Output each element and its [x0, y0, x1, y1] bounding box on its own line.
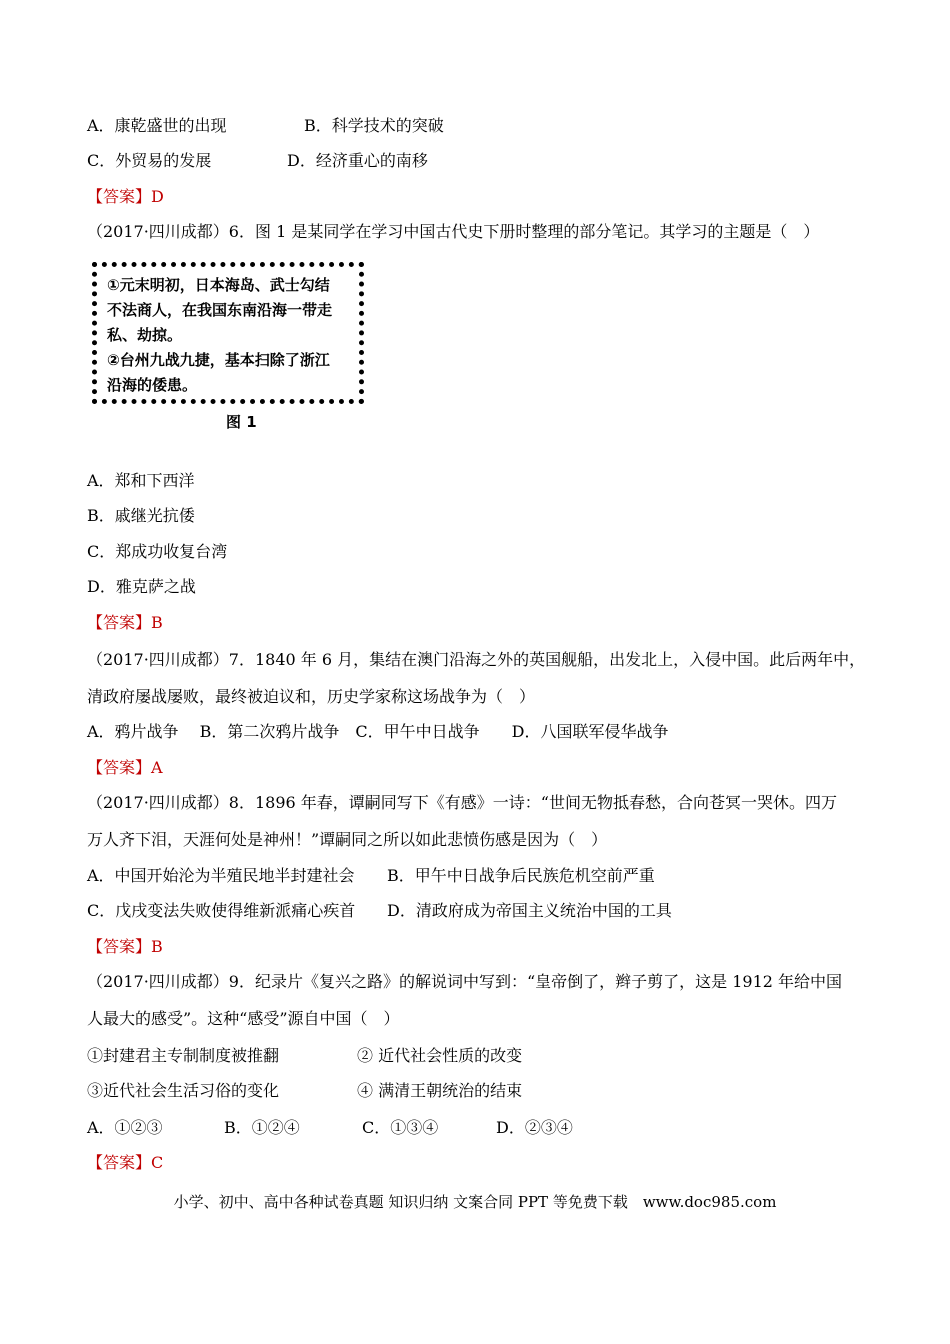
page-footer: 小学、初中、高中各种试卷真题 知识归纳 文案合同 PPT 等免费下载 www.doc985.com	[173, 1193, 777, 1211]
q9-item-2: ② 近代社会性质的改变	[357, 1046, 523, 1065]
answer-label: 【答案】	[87, 187, 152, 206]
q8-option-d: D．清政府成为帝国主义统治中国的工具	[387, 901, 672, 920]
q9-option-b: B．①②④	[224, 1118, 300, 1137]
note-line: 沿海的倭患。	[107, 376, 198, 394]
q6-option-b: B．戚继光抗倭	[87, 506, 195, 525]
q6-option-c: C．郑成功收复台湾	[87, 542, 228, 561]
q9-item-1: ①封建君主专制制度被推翻	[87, 1046, 280, 1065]
answer-value: C	[151, 1153, 164, 1172]
note-line: 私、劫掠。	[107, 326, 183, 344]
answer-value: A	[151, 758, 163, 777]
q9-option-a: A．①②③	[87, 1118, 163, 1137]
q9-answer	[87, 1152, 163, 1174]
q9-item-3: ③近代社会生活习俗的变化	[87, 1081, 280, 1100]
q9-stem-line2: 人最大的感受”。这种“感受”源自中国（ ）	[87, 1009, 400, 1028]
answer-value: B	[151, 613, 163, 632]
q5-answer	[87, 186, 164, 208]
answer-label: 【答案】	[87, 1153, 152, 1172]
q8-stem-line1: （2017·四川成都）8．1896 年春，谭嗣同写下《有感》一诗：“世间无物抵春愁，合向苍冥一哭休。四万	[87, 793, 837, 812]
q6-answer	[87, 612, 163, 634]
answer-label: 【答案】	[87, 937, 152, 956]
q7-stem-line1: （2017·四川成都）7．1840 年 6 月，集结在澳门沿海之外的英国舰船，出发北上，入侵中国。此后两年中，	[87, 650, 866, 669]
q6-option-a: A．郑和下西洋	[87, 471, 195, 490]
q8-option-c: C．戊戌变法失败使得维新派痛心疾首	[87, 901, 356, 920]
q9-option-d: D．②③④	[496, 1118, 573, 1137]
note-figure-box	[92, 262, 364, 404]
q6-stem: （2017·四川成都）6．图 1 是某同学在学习中国古代史下册时整理的部分笔记。其学习的主题是（ ）	[87, 222, 820, 241]
q8-option-b: B．甲午中日战争后民族危机空前严重	[387, 866, 655, 885]
figure-caption: 图 1	[226, 413, 257, 431]
q9-option-c: C．①③④	[362, 1118, 439, 1137]
q7-options: A．鸦片战争 B．第二次鸦片战争 C．甲午中日战争 D．八国联军侵华战争	[87, 722, 669, 741]
q6-option-d: D．雅克萨之战	[87, 577, 196, 596]
q9-stem-line1: （2017·四川成都）9．纪录片《复兴之路》的解说词中写到：“皇帝倒了，辫子剪了，这是 1912 年给中国	[87, 972, 843, 991]
q5-option-a: A．康乾盛世的出现	[87, 116, 227, 135]
q5-option-d: D．经济重心的南移	[287, 151, 428, 170]
q5-option-c: C．外贸易的发展	[87, 151, 212, 170]
answer-value: B	[151, 937, 163, 956]
answer-label: 【答案】	[87, 613, 152, 632]
q7-stem-line2: 清政府屡战屡败，最终被迫议和，历史学家称这场战争为（ ）	[87, 687, 536, 706]
q9-item-4: ④ 满清王朝统治的结束	[357, 1081, 523, 1100]
q7-answer	[87, 757, 163, 779]
q8-option-a: A．中国开始沦为半殖民地半封建社会	[87, 866, 355, 885]
note-line: ①元末明初，日本海岛、武士勾结	[107, 276, 330, 294]
answer-value: D	[151, 187, 164, 206]
q8-stem-line2: 万人齐下泪，天涯何处是神州！”谭嗣同之所以如此悲愤伤感是因为（ ）	[87, 830, 608, 849]
note-line: ②台州九战九捷，基本扫除了浙江	[107, 351, 330, 369]
answer-label: 【答案】	[87, 758, 152, 777]
q8-answer	[87, 936, 163, 958]
note-line: 不法商人，在我国东南沿海一带走	[107, 301, 333, 319]
q5-option-b: B．科学技术的突破	[304, 116, 444, 135]
